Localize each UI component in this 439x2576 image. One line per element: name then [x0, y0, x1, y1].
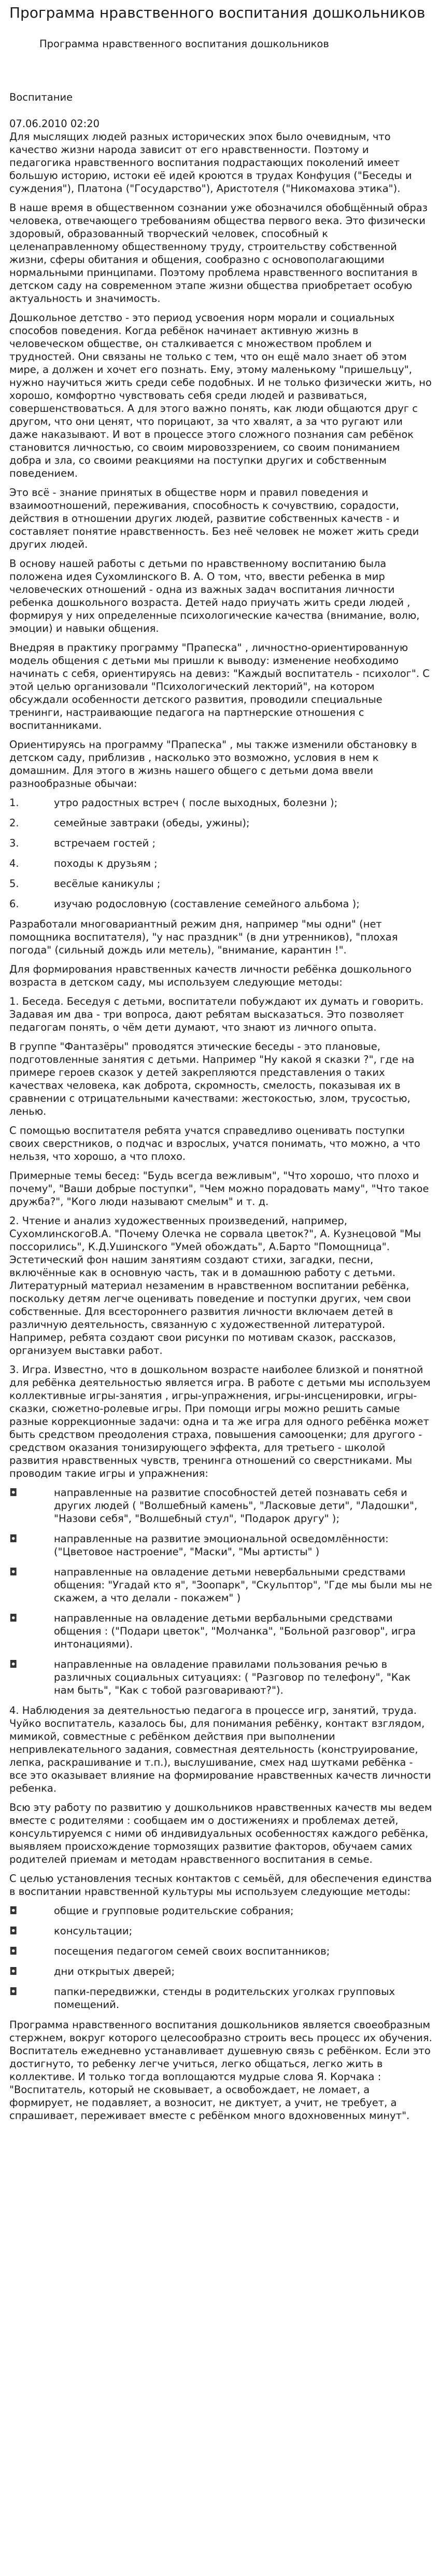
- list-item-text: направленные на развитие эмоциональной осведомлённости: ("Цветовое настроение", "Маски", "Мы артисты" ): [54, 1533, 389, 1558]
- list-item-text: направленные на овладение детьми невербальными средствами общения: "Угадай кто я", "Зоопарк", "Скульптор", "Где мы были мы не скажем, а что делали - покажем" ): [54, 1566, 432, 1604]
- list-item-number: 4.: [9, 857, 19, 869]
- list-item-text: общие и групповые родительские собрания;: [54, 1905, 294, 1917]
- list-item: [9, 1612, 433, 1651]
- list-item-text: направленные на овладение детьми вербальными средствами общения : ("Подари цветок", "Молчанка", "Больной разговор", игра интонациями).: [54, 1612, 416, 1650]
- body-paragraph: Примерные темы бесед: "Будь всегда вежливым", "Что хорошо, что плохо и почему", "Ваши добрые поступки", "Чем можно порадовать маму", "Что такое дружба?", "Кого люди называют смелым" и т. д.: [9, 1170, 429, 1208]
- methods-list: [9, 1904, 433, 2011]
- bullet-icon: ◘: [9, 1986, 18, 1998]
- article-subtitle: Программа нравственного воспитания дошкольников: [39, 38, 329, 50]
- list-item: [9, 1486, 433, 1525]
- list-item: [9, 816, 433, 829]
- body-paragraph: Для формирования нравственных качеств личности ребёнка дошкольного возраста в детском саду, мы используем следующие методы:: [9, 963, 412, 988]
- list-item: [9, 837, 433, 850]
- list-item-text: направленные на овладение правилами пользования речью в различных социальных ситуациях: ( "Разговор по телефону", "Как нам быть", "Как с тобой разговаривают?").: [54, 1658, 411, 1696]
- list-item-text: посещения педагогом семей своих воспитанников;: [54, 1945, 330, 1957]
- list-item: [9, 1532, 433, 1558]
- list-item-text: направленные на развитие способностей детей познавать себя и других людей ( "Волшебный камень", "Ласковые дети", "Ладошки", "Назови себя", "Волшебный стул", "Подарок другу" );: [54, 1487, 418, 1525]
- intro-paragraph: В основу нашей работы с детьми по нравственному воспитанию была положена идея Сухомлинского В. А. О том, что, ввести ребенка в мир человеческих отношений - одна из важных задач воспитания личности ребенка дошкольного возраста. Детей надо приучать жить среди людей , формируя у них определенные психологические качества (внимание, волю, эмоции) и навыки общения.: [9, 558, 420, 634]
- bullet-icon: ◘: [9, 1566, 18, 1578]
- article-title: Программа нравственного воспитания дошкольников: [9, 4, 426, 21]
- list-item-number: 5.: [9, 878, 19, 890]
- list-item-text: папки-передвижки, стенды в родительских уголках групповых помещений.: [54, 1986, 395, 2011]
- list-item-text: изучаю родословную (составление семейного альбома );: [54, 898, 360, 910]
- list-item: [9, 877, 433, 890]
- list-item-text: весёлые каникулы ;: [54, 878, 161, 890]
- article-body: [9, 130, 433, 2122]
- bullet-icon: ◘: [9, 1925, 18, 1937]
- list-item-number: 6.: [9, 898, 19, 910]
- body-paragraph: С целью установления тесных контактов с семьёй, для обеспечения единства в воспитании нравственной культуры мы используем следующие методы:: [9, 1873, 432, 1898]
- list-item: [9, 857, 433, 870]
- intro-paragraph: Это всё - знание принятых в обществе норм и правил поведения и взаимоотношений, переживания, способность к сочувствию, сорадости, действия в отношении других людей, развитие собственных качеств - и составляет понятие нравственность. Без неё человек не может жить среди других людей.: [9, 487, 419, 550]
- list-item: [9, 1965, 433, 1978]
- list-item: [9, 1566, 433, 1604]
- games-list: [9, 1486, 433, 1697]
- bullet-icon: ◘: [9, 1658, 18, 1670]
- intro-paragraph: Для мыслящих людей разных исторических эпох было очевидным, что качество жизни народа зависит от его нравственности. Поэтому и педагогика нравственного воспитания подрастающих поколений имеет большую историю, истоки её идей кроются в трудах Конфуция ("Беседы и суждения"), Платона ("Государство"), Аристотеля ("Никомахова этика").: [9, 131, 412, 195]
- list-item: [9, 1904, 433, 1917]
- list-item-number: 2.: [9, 817, 19, 829]
- list-item-text: утро радостных встреч ( после выходных, болезни );: [54, 797, 338, 809]
- body-paragraph: С помощью воспитателя ребята учатся справедливо оценивать поступки своих сверстников, о подчас и взрослых, учатся понимать, что можно, а что нельзя, что хорошо, а что плохо.: [9, 1125, 420, 1162]
- body-paragraph: В группе "Фантазёры" проводятся этические беседы - это плановые, подготовленные занятия с детьми. Например "Ну какой я сказки ?", где на примере героев сказок у детей закрепляются представления о таких качествах человека, как доброта, скромность, смелость, показывая их в сравнении с отрицательными качествами: жестокостью, злом, трусостью, ленью.: [9, 1041, 415, 1117]
- list-item: [9, 1658, 433, 1697]
- bullet-icon: ◘: [9, 1965, 18, 1977]
- list-item-text: дни открытых дверей;: [54, 1965, 175, 1977]
- bullet-icon: ◘: [9, 1612, 18, 1624]
- list-item: [9, 1945, 433, 1958]
- list-item-text: встречаем гостей ;: [54, 837, 156, 849]
- article-date: 07.06.2010 02:20: [9, 118, 100, 130]
- list-item: [9, 796, 433, 809]
- intro-paragraph: Ориентируясь на программу "Прапеска" , мы также изменили обстановку в детском саду, приблизив , насколько это возможно, условия в нем к домашним. Для этого в жизнь нашего общего с детьми дома ввели разнообразные обычаи:: [9, 739, 417, 790]
- body-paragraph: Всю эту работу по развитию у дошкольников нравственных качеств мы ведем вместе с родителями : сообщаем им о достижениях и проблемах детей, консультируемся с ними об индивидуальных особенностях каждого ребёнка, выявляем происхождение тормозящих развитие факторов, обучаем самих родителей приемам и методам нравственного воспитания в семье.: [9, 1802, 432, 1865]
- intro-paragraph: Дошкольное детство - это период усвоения норм морали и социальных способов поведения. Когда ребёнок начинает активную жизнь в человеческом обществе, он сталкивается с множеством проблем и трудностей. Они связаны не только с тем, что он ещё мало знает об этом мире, а должен и хочет его познать. Ему, этому маленькому "пришельцу", нужно научиться жить среди себе подобных. И не только физически жить, но хорошо, комфортно чувствовать себя среди людей и развиваться, совершенствоваться. А для этого важно понять, как люди общаются друг с другом, что они ценят, что порицают, за что хвалят, а за что ругают или даже наказывают. И вот в процессе этого сложного познания сам ребёнок становится личностью, со своим мировоззрением, со своим пониманием добра и зла, со своими реакциями на поступки других и собственным поведением.: [9, 312, 432, 479]
- bullet-icon: ◘: [9, 1945, 18, 1957]
- intro-paragraph: В наше время в общественном сознании уже обозначился обобщённый образ человека, отвечающего требованиям общества первого века. Это физически здоровый, образованный творческий человек, способный к целенаправленному общественному труду, строительству собственной жизни, сферы обитания и общения, сообразно с основополагающими нормальными принципами. Поэтому проблема нравственного воспитания в детском саду на современном этапе жизни общества приобретает особую актуальность и значимость.: [9, 202, 428, 304]
- closing-paragraph: Программа нравственного воспитания дошкольников является своеобразным стержнем, вокруг которого целесообразно строить весь процесс их обучения. Воспитатель ежедневно устанавливает душевную связь с ребёнком. Если это достигнуто, то ребенку легче учиться, легко общаться, легко жить в коллективе. И только тогда воплощаются мудрые слова Я. Корчака : "Воспитатель, который не сковывает, а освобождает, не ломает, а формирует, не подавляет, а возносит, не диктует, а учит, не требует, а спрашивает, переживает вместе с ребёнком много вдохновенных минут".: [9, 2019, 432, 2122]
- list-item-text: походы к друзьям ;: [54, 857, 158, 869]
- body-paragraph: 2. Чтение и анализ художественных произведений, например, СухомлинскогоВ.А. "Почему Олечка не сорвала цветок?", А. Кузнецовой "Мы поссорились", К.Д.Ушинского "Умей обождать", А.Барто "Помощница". Эстетический фон нашим занятиям создают стихи, загадки, песни, включённые как в основную часть, так и в домашнюю работу с детьми. Литературный материал незаменим в нравственном воспитании ребёнка, поскольку детям легче оценивать поведение и поступки других, чем свои собственные. Для всестороннего развития личности включаем детей в различную деятельность, связанную с художественной литературой. Например, ребята создают свои рисунки по мотивам сказок, рассказов, организуем выставки работ.: [9, 1215, 421, 1356]
- article-category[interactable]: Воспитание: [9, 91, 73, 103]
- body-paragraph: 4. Наблюдения за деятельностью педагога в процессе игр, занятий, труда. Чуйко воспитатель, казалось бы, для понимания ребёнку, контакт взглядом, мимикой, совместные с ребёнком действия при выполнении непривлекательного задания, совместная деятельность (конструирование, лепка, раскрашивание и т.п.), выслушивание, смех над шутками ребёнка - все это оказывает влияние на формирование нравственных качеств личности ребенка.: [9, 1705, 431, 1794]
- list-item-text: семейные завтраки (обеды, ужины);: [54, 817, 250, 829]
- bullet-icon: ◘: [9, 1533, 18, 1545]
- list-item: [9, 897, 433, 910]
- body-paragraph: 1. Беседа. Беседуя с детьми, воспитатели побуждают их думать и говорить. Задавая им два - три вопроса, дают ребятам высказаться. Это позволяет педагогам понять, о чём дети думают, что знают из личного опыта.: [9, 995, 424, 1033]
- bullet-icon: ◘: [9, 1905, 18, 1917]
- list-item-number: 1.: [9, 797, 19, 809]
- customs-list: [9, 796, 433, 910]
- list-item: [9, 1924, 433, 1937]
- intro-paragraph: Внедряя в практику программу "Прапеска" , личностно-ориентированную модель общения с детьми мы пришли к выводу: изменение необходимо начинать с себя, ориентируясь на девиз: "Каждый воспитатель - психолог". С этой целью организовали "Психологический лекторий", на котором обсуждали особенности детского развития, проводили специальные тренинги, настраивающие педагога на партнерские отношения с воспитанниками.: [9, 642, 430, 731]
- article-page: [0, 4, 439, 2134]
- body-paragraph: 3. Игра. Известно, что в дошкольном возрасте наиболее близкой и понятной для ребёнка деятельностью является игра. В работе с детьми мы используем коллективные игры-занятия , игры-упражнения, игры-инсценировки, игры-сказки, сюжетно-ролевые игры. При помощи игры можно решить самые разные коррекционные задачи: одна и та же игра для одного ребёнка может быть средством преодоления страха, повышения самооценки; для другого - средством оказания тонизирующего эффекта, для третьего - школой развития нравственных чувств, тренинга отношений со сверстниками. Мы проводим такие игры и упражнения:: [9, 1364, 431, 1479]
- list-item: [9, 1985, 433, 2011]
- list-item-number: 3.: [9, 837, 19, 849]
- body-paragraph: Разработали многовариантный режим дня, например "мы одни" (нет помощника воспитателя), "у нас праздник" (в дни утренников), "плохая погода" (сильный дождь или метель), "внимание, карантин !".: [9, 918, 398, 956]
- list-item-text: консультации;: [54, 1925, 133, 1937]
- bullet-icon: ◘: [9, 1487, 18, 1499]
